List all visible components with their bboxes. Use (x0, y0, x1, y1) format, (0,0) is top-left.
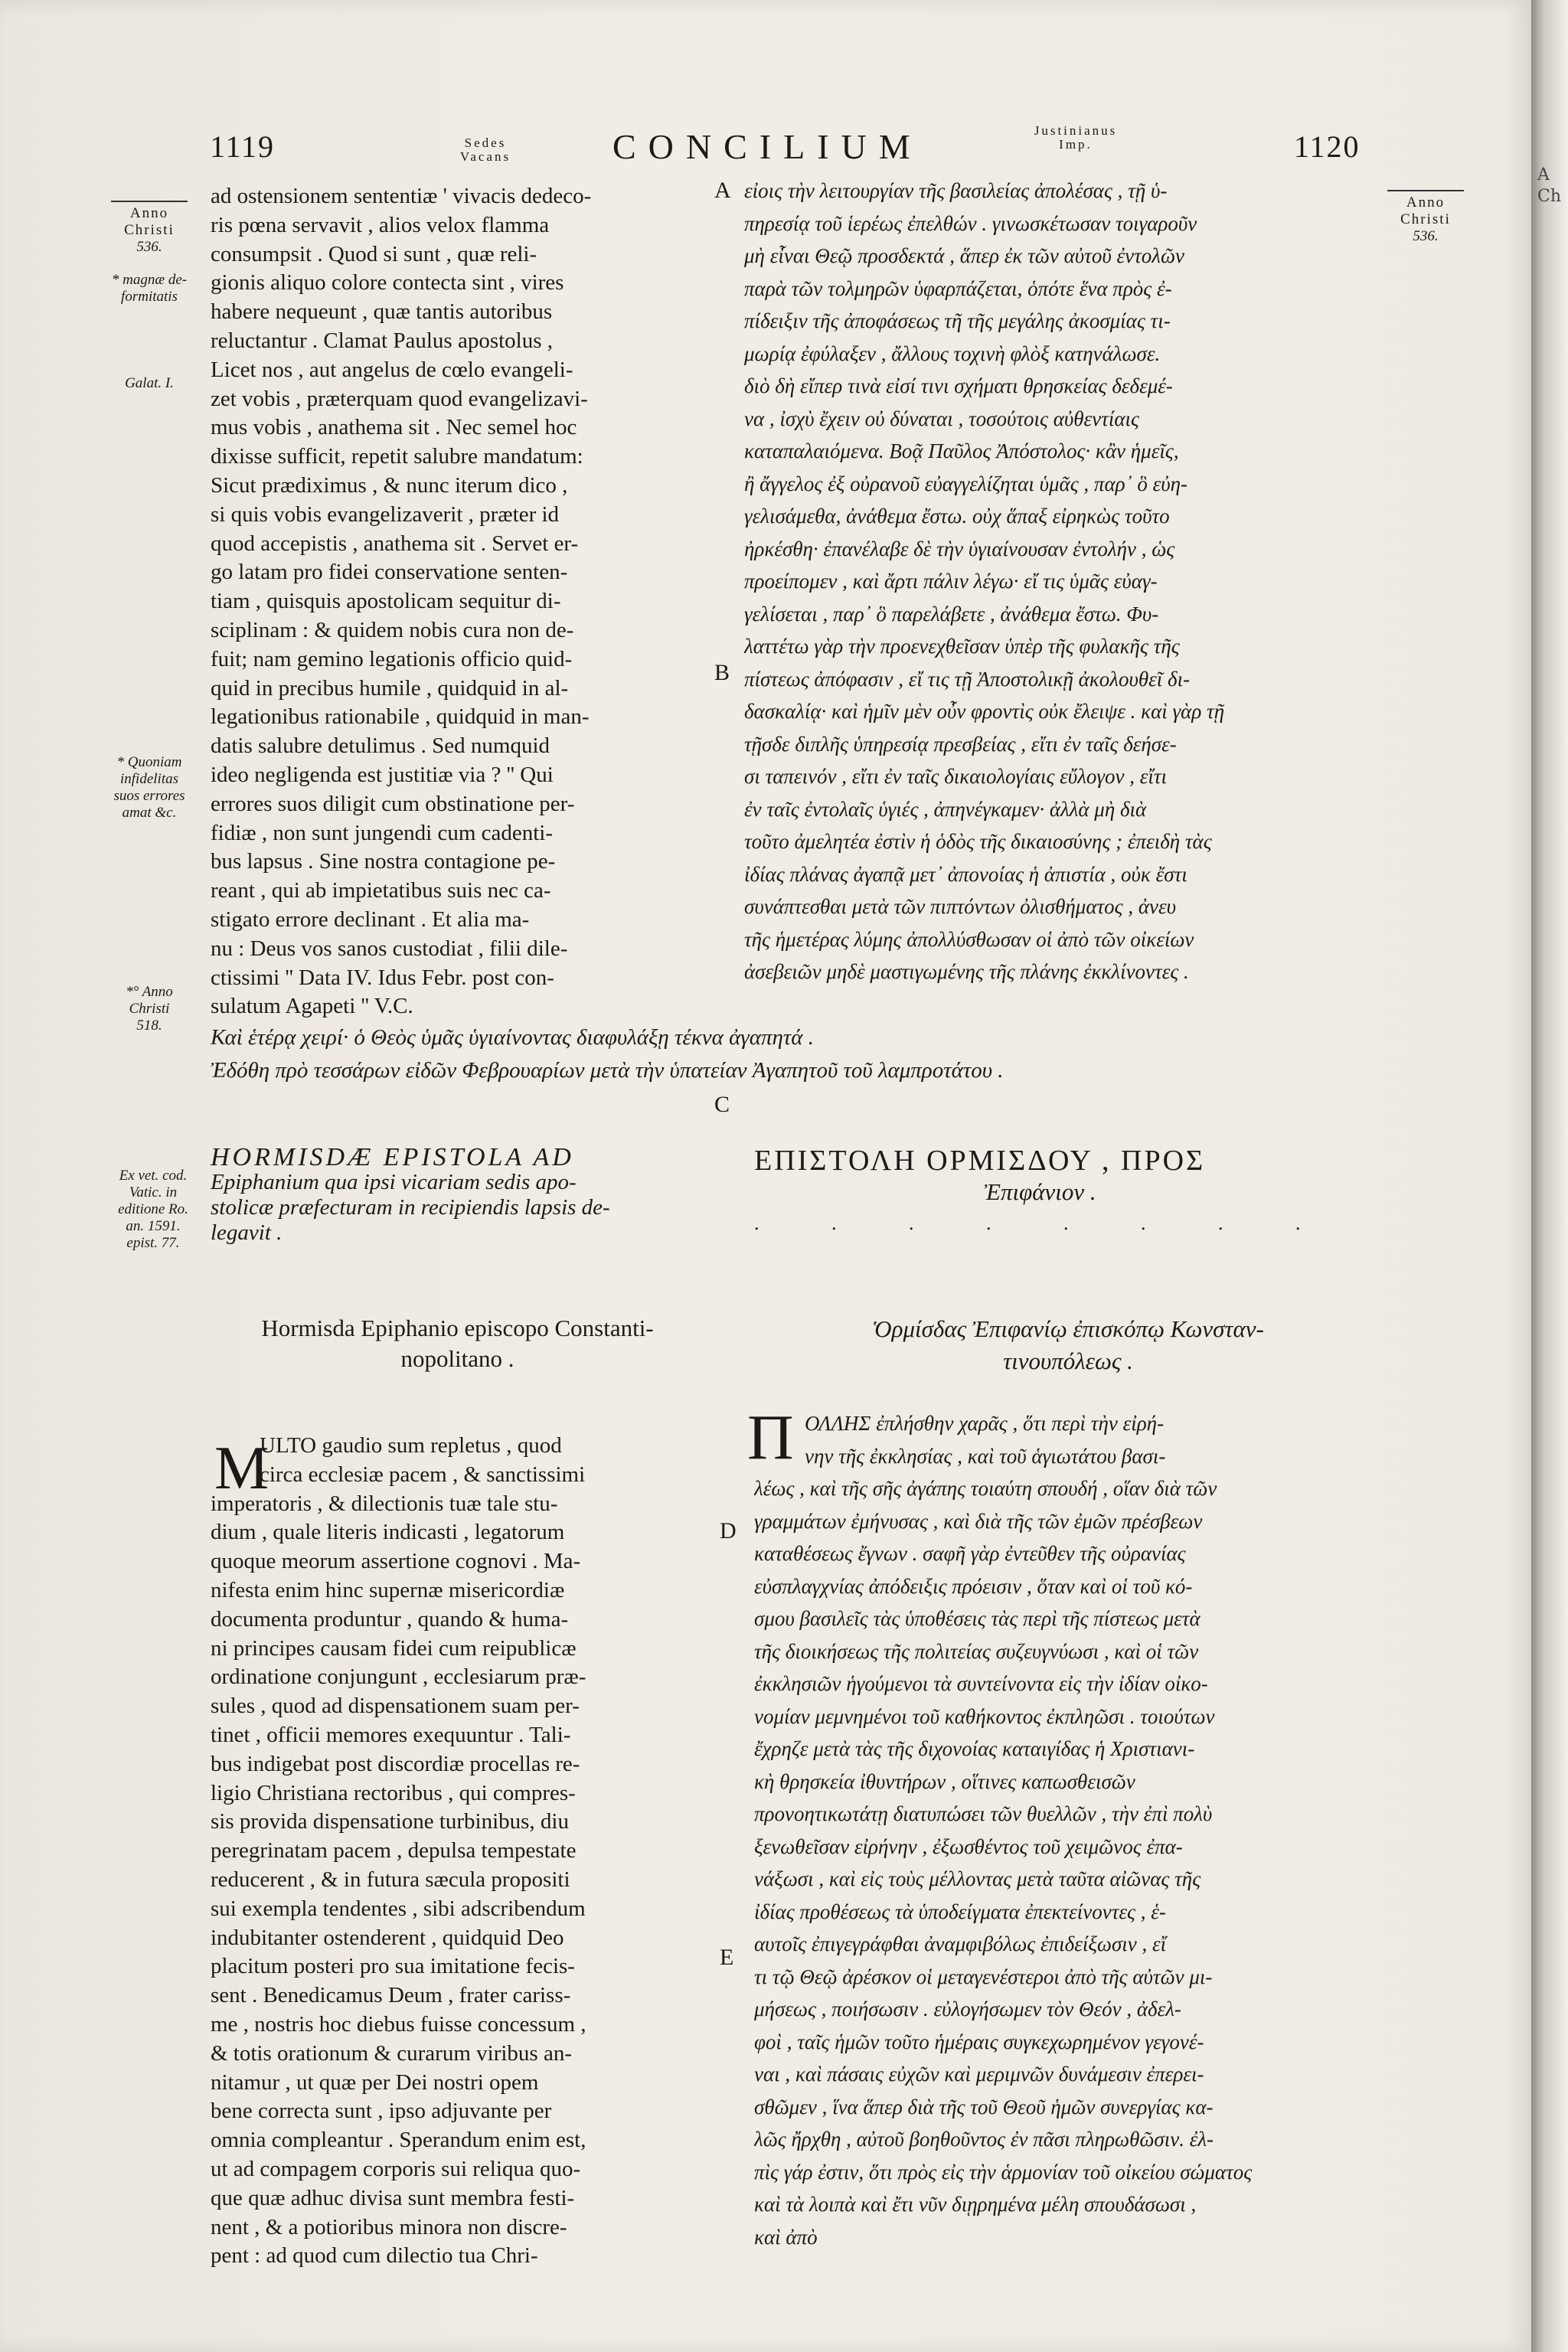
greek-text-line: προείπομεν , καὶ ἄρτι πάλιν λέγω· εἴ τις ὑμᾶς εὐαγ- (744, 570, 1158, 593)
greek-body-line: σθῶμεν , ἵνα ἅπερ διὰ τῆς τοῦ Θεοῦ ἡμῶν συνεργίας κα- (754, 2095, 1214, 2118)
margin-note-line: editione Ro. (118, 1201, 188, 1217)
greek-body-line: ΟΛΛΗΣ ἐπλήσθην χαρᾶς , ὅτι περὶ τὴν εἰρή- (805, 1412, 1165, 1435)
latin-body-line: quoque meorum assertione cognovi . Ma- (211, 1549, 581, 1574)
latin-body-line: sui exempla tendentes , sibi adscribendum (211, 1896, 586, 1921)
epistle-title-latin: HORMISDÆ EPISTOLA AD (211, 1143, 574, 1171)
latin-text-line: mus vobis , anathema sit . Nec semel hoc (211, 415, 577, 440)
latin-text-line: go latam pro fidei conservatione senten- (211, 560, 568, 585)
greek-text-line: μὴ εἶναι Θεῷ προσδεκτά , ἅπερ ἐκ τῶν αὐτοῦ ἐντολῶν (744, 244, 1184, 267)
greek-body-line: καὶ τὰ λοιπὰ καὶ ἔτι νῦν διῃρημένα μέλη σπουδάσωσι , (754, 2193, 1197, 2216)
latin-body-line: que quæ adhuc divisa sunt membra festi- (211, 2185, 575, 2210)
greek-body-line: καταθέσεως ἔγνων . σαφῆ γὰρ ἐντεῦθεν τῆς οὐρανίας (754, 1542, 1186, 1565)
margin-note-line: infidelitas (120, 771, 178, 787)
margin-note-line: * Quoniam (116, 754, 182, 770)
address-line: Ὁρμίσδας Ἐπιφανίῳ ἐπισκόπῳ Κωνσταν- (872, 1315, 1264, 1342)
greek-text-line: ἢ ἄγγελος ἐξ οὐρανοῦ εὐαγγελίζηται ὑμᾶς , παρ᾽ ὃ εὐη- (744, 472, 1187, 495)
greek-body-line: λῶς ἤρχθη , αὐτοῦ βοηθοῦντος ἐν πᾶσι πληρωθῶσιν. ἐλ- (754, 2128, 1214, 2151)
latin-body-line: nifesta enim hinc supernæ misericordiæ (211, 1577, 565, 1602)
page-number-right: 1120 (1294, 129, 1361, 164)
greek-text-line: τῇσδε διπλῆς ὑπηρεσίᾳ πρεσβείας , εἴτι ἐν ταῖς δεήσε- (744, 732, 1177, 756)
greek-text-line: να , ἰσχὺ ἔχειν οὐ δύναται , τοσούτοις αὐθεντίαις (744, 407, 1139, 430)
greek-body-line: αυτοῖς ἐπιγεγράφθαι ἀναμφιβόλως ἐπιδείξωσιν , εἴ (754, 1932, 1167, 1955)
latin-text-line: fidiæ , non sunt jungendi cum cadenti- (211, 820, 554, 845)
latin-text-line: errores suos diligit cum obstinatione per- (211, 791, 575, 816)
latin-body-line: documenta produntur , quando & huma- (211, 1606, 569, 1632)
latin-body-line: bene correcta sunt , ipso adjuvante per (211, 2099, 552, 2124)
latin-body-line: bus indigebat post discordiæ procellas re- (211, 1751, 580, 1776)
greek-text-line: δασκαλίᾳ· καὶ ἡμῖν μὲν οὖν φροντὶς οὐκ ἔλειψε . καὶ γὰρ τῇ (744, 700, 1225, 723)
greek-text-line: μωρίᾳ ἐφύλαξεν , ἄλλους τοχινὴ φλὸξ κατηνάλωσε. (744, 341, 1161, 365)
section-letter-d: D (720, 1518, 737, 1544)
latin-text-line: datis salubre detulimus . Sed numquid (211, 733, 550, 759)
greek-text-line: ἐν ταῖς ἐντολαῖς ὑγιές , ἀπηνέγκαμεν· ἀλλὰ μὴ διὰ (744, 797, 1147, 821)
latin-text-line: dixisse sufficit, repetit salubre mandatum: (211, 444, 583, 469)
greek-column-top (744, 175, 1380, 988)
greek-body-line: ἰδίας προθέσεως τὰ ὑποδείγματα ἐπεκτείνοντες , ἑ- (754, 1900, 1166, 1923)
greek-body-line: ξενωθεῖσαν εἰρήνην , ἐξωσθέντος τοῦ χειμῶνος ἐπα- (754, 1834, 1183, 1858)
margin-note-line: formitatis (121, 289, 178, 305)
latin-text-line: consumpsit . Quod si sunt , quæ reli- (211, 241, 537, 266)
greek-body-line: νομίαν μεμνημένοι τοῦ καθήκοντος ἐκπληῶσι . τοιούτων (754, 1704, 1215, 1728)
header-justinianus (1011, 124, 1141, 152)
greek-body-line: γραμμάτων ἐμήνυσας , καὶ διὰ τῆς τῶν ἐμῶν πρέσβεων (754, 1509, 1203, 1533)
greek-body-line: ἔχρηζε μετὰ τὰς τῆς διχονοίας καταιγίδας ἡ Χριστιανι- (754, 1737, 1195, 1760)
greek-body-line: νην τῆς ἐκκλησίας , καὶ τοῦ ἁγιωτάτου βασι- (805, 1444, 1166, 1468)
latin-body-line: ULTO gaudio sum repletus , quod (260, 1433, 562, 1458)
gutter-fragment (1537, 165, 1561, 207)
latin-text-line: habere nequeunt , quæ tantis autoribus (211, 299, 553, 325)
greek-body-line: μήσεως , ποιήσωσιν . εὐλογήσωμεν τὸν Θεόν , ἀδελ- (754, 1998, 1181, 2020)
latin-body-line: & totis orationum & curarum viribus an- (211, 2040, 572, 2066)
greek-text-line: πίδειξιν τῆς ἀποφάσεως τῆ τῆς μεγάλης ἀκοσμίας τι- (744, 309, 1171, 332)
anno-year: 536. (136, 239, 162, 255)
header-sedes: Sedes (464, 136, 507, 150)
epistle-subtitle-line: Epiphanium qua ipsi vicariam sedis apo- (211, 1170, 577, 1194)
header-vacans: Vacans (459, 149, 511, 164)
latin-body-line: peregrinatam pacem , depulsa tempestate (211, 1838, 577, 1864)
latin-text-line: ris pœna servavit , alios velox flamma (211, 212, 550, 237)
greek-column-body (754, 1407, 1382, 2253)
margin-note-line: amat &c. (122, 805, 177, 821)
margin-note-galat: Galat. I. (125, 375, 174, 391)
latin-text-line: fuit; nam gemino legationis officio quid- (211, 646, 573, 671)
margin-note-line: epist. 77. (126, 1235, 180, 1251)
margin-note-line: Ex vet. cod. (119, 1168, 188, 1184)
page-number-left: 1119 (210, 129, 276, 164)
latin-text-line: ctissimi '' Data IV. Idus Febr. post con- (211, 965, 554, 990)
book-gutter (1531, 0, 1568, 2352)
greek-subscription-line: Καὶ ἑτέρᾳ χειρί· ὁ Θεὸς ὑμᾶς ὑγιαίνοντας διαφυλάξῃ τέκνα ἀγαπητά . (211, 1025, 814, 1050)
address-line: τινουπόλεως . (1003, 1348, 1133, 1374)
latin-text-line: sulatum Agapeti '' V.C. (211, 994, 413, 1019)
greek-body-line: λέως , καὶ τῆς σῆς ἀγάπης τοιαύτη σπουδή , οἵαν διὰ τῶν (754, 1477, 1217, 1500)
latin-body-line: sent . Benedicamus Deum , frater cariss- (211, 1983, 571, 2008)
margin-note-anno-518 (107, 984, 191, 1034)
margin-note-line: *° Anno (126, 984, 173, 1000)
latin-text-line: sciplinam : & quidem nobis cura non de- (211, 617, 574, 642)
latin-text-line: quod accepistis , anathema sit . Servet er- (211, 531, 579, 556)
latin-body-line: dium , quale literis indicasti , legatorum (211, 1520, 565, 1545)
greek-text-line: ἀσεβειῶν μηδὲ μαστιγωμένης τῆς πλάνης ἐκκλίνοντες . (744, 960, 1189, 983)
gutter-line: Ch (1537, 187, 1562, 206)
latin-body-line: placitum posteri pro sua imitatione fecis- (211, 1954, 575, 1979)
epistle-heading-greek (754, 1145, 1382, 1235)
margin-note-quoniam (107, 754, 191, 822)
greek-text-line: συνάπτεσθαι μετὰ τῶν πιπτόντων ὀλισθήματος , ἀνευ (744, 895, 1177, 918)
greek-text-line: εἰοις τὴν λειτουργίαν τῆς βασιλείας ἀπολέσας , τῇ ὑ- (744, 179, 1168, 202)
greek-text-line: λαττέτω γὰρ τὴν προενεχθεῖσαν ὑπὲρ τῆς φυλακῆς τῆς (744, 635, 1180, 658)
latin-text-line: reluctantur . Clamat Paulus apostolus , (211, 328, 554, 353)
latin-text-line: reant , qui ab impietatibus suis nec ca- (211, 878, 551, 903)
latin-body-line: sules , quod ad dispensationem suam per- (211, 1694, 580, 1719)
latin-column-body (211, 1432, 704, 2271)
margin-note-line: Christi (129, 1001, 170, 1017)
drop-cap-greek: Π (747, 1402, 794, 1473)
address-greek (754, 1313, 1382, 1377)
anno-rule (1387, 190, 1464, 191)
latin-body-line: sis provida dispensatione turbinibus, diu (211, 1809, 569, 1834)
address-line: nopolitano . (400, 1345, 514, 1372)
margin-note-line: 518. (136, 1018, 162, 1034)
latin-body-line: tinet , officii memores exequuntur . Tali- (211, 1722, 571, 1747)
ellipsis-dots: . . . . . . . . (754, 1212, 1334, 1234)
latin-text-line: stigato errore declinant . Et alia ma- (211, 906, 530, 932)
latin-body-line: ordinatione conjungunt , ecclesiarum præ- (211, 1664, 586, 1690)
greek-text-line: σι ταπεινόν , εἴτι ἐν ταῖς δικαιολογίαις εὔλογον , εἴτι (744, 765, 1168, 788)
latin-text-line: zet vobis , præterquam quod evangelizavi- (211, 386, 588, 411)
greek-text-line: γελισάμεθα, ἀνάθεμα ἔστω. οὐχ ἅπαξ εἰρηκὼς τοῦτο (744, 505, 1170, 528)
epistle-subtitle-line: legavit . (211, 1220, 283, 1245)
latin-body-line: me , nostris hoc diebus fuisse concessum , (211, 2011, 586, 2037)
epistle-subtitle-line: stolicæ præfecturam in recipiendis lapsis de- (211, 1195, 610, 1220)
anno-rule (111, 201, 188, 202)
latin-text-line: quid in precibus humile , quidquid in al- (211, 675, 569, 701)
greek-text-line: διὸ δὴ εἴπερ τινὰ εἰσί τινι σχήματι θρησκείας δεδεμέ- (744, 374, 1173, 397)
latin-body-line: imperatoris , & dilectionis tuæ tale stu- (211, 1491, 558, 1516)
section-letter-e: E (720, 1945, 734, 1970)
address-latin (211, 1313, 704, 1374)
margin-note-ex-vet (107, 1168, 199, 1252)
greek-body-line: σμου βασιλεῖς τὰς ὑποθέσεις τὰς περὶ τῆς πίστεως μετὰ (754, 1607, 1200, 1630)
greek-text-line: γελίσεται , παρ᾽ ὃ παρελάβετε , ἀνάθεμα ἔστω. Φυ- (744, 602, 1159, 626)
latin-body-line: ni principes causam fidei cum reipublicæ (211, 1635, 577, 1661)
latin-text-line: nu : Deus vos sanos custodiat , filii dile- (211, 936, 568, 961)
latin-body-line: circa ecclesiæ pacem , & sanctissimi (260, 1462, 586, 1487)
latin-text-line: si quis vobis evangelizaverit , præter id (211, 501, 560, 527)
latin-column-top (211, 182, 704, 1021)
greek-body-line: καὶ ἀπὸ (754, 2225, 818, 2249)
latin-body-line: nent , & a potioribus minora non discre- (211, 2214, 567, 2239)
margin-note-line: * magnæ de- (111, 272, 188, 288)
latin-text-line: legationibus rationabile , quidquid in man- (211, 704, 590, 730)
latin-text-line: bus lapsus . Sine nostra contagione pe- (211, 849, 556, 874)
margin-note-magnae (107, 272, 191, 305)
greek-body-line: ναι , καὶ πάσαις εὐχῶν καὶ μεριμνῶν δυνάμεσιν ἐπερει- (754, 2063, 1204, 2086)
latin-text-line: tiam , quisquis apostolicam sequitur di- (211, 589, 561, 614)
greek-body-line: εὐσπλαγχνίας ἀπόδειξις πρόεισιν , ὅταν καὶ οἱ τοῦ κό- (754, 1574, 1193, 1598)
anno-label: Anno (1406, 194, 1446, 211)
latin-text-line: Licet nos , aut angelus de cœlo evangeli- (211, 357, 573, 382)
greek-body-line: κὴ θρησκεία ἰθυντήρων , οἵτινες καπωσθεισῶν (754, 1769, 1135, 1793)
section-letter-a: A (714, 178, 731, 203)
latin-text-line: Sicut prædiximus , & nunc iterum dico , (211, 472, 568, 498)
greek-body-line: πὶς γάρ ἐστιν, ὅτι πρὸς εἰς τὴν ἁρμονίαν τοῦ οἰκείου σώματος (754, 2160, 1253, 2184)
margin-note-line: suos errores (113, 788, 185, 804)
latin-body-line: reducerent , & in futura sæcula propositi (211, 1867, 570, 1892)
greek-text-line: πηρεσίᾳ τοῦ ἱερέως ἐπελθών . γινωσκέτωσαν τοιγαροῦν (744, 211, 1197, 235)
epistle-subtitle-greek: Ἐπιφάνιον . (984, 1178, 1096, 1205)
anno-christi-right (1387, 190, 1464, 245)
address-line: Hormisda Epiphanio episcopo Constanti- (261, 1315, 654, 1341)
greek-body-line: νάξωσι , καὶ εἰς τοὺς μέλλοντας μετὰ ταῦτα αἰῶνας τῆς (754, 1867, 1201, 1890)
header-justinianus-name: Justinianus (1034, 123, 1118, 138)
greek-text-line: ἠρκέσθη· ἐπανέλαβε δὲ τὴν ὑγιαίνουσαν ἐντολήν , ὡς (744, 537, 1175, 560)
section-letter-b: B (714, 660, 730, 685)
christi-label: Christi (124, 222, 175, 238)
greek-subscription (211, 1021, 1390, 1087)
margin-note-line: an. 1591. (126, 1218, 181, 1234)
greek-body-line: προνοητικωτάτῃ διατυπώσει τῶν θυελλῶν , τὴν ἐπὶ πολὺ (754, 1802, 1213, 1825)
greek-text-line: τοῦτο ἀμελητέα ἐστὶν ἡ ὁδὸς τῆς δικαιοσύνης ; ἐπειδὴ τὰς (744, 830, 1212, 853)
christi-label: Christi (1400, 211, 1451, 227)
latin-body-line: nitamur , ut quæ per Dei nostri opem (211, 2069, 539, 2095)
running-title: CONCILIUM (612, 127, 923, 166)
greek-body-line: τῆς διοικήσεως τῆς πολιτείας συζευγνύωσι , καὶ οἱ τῶν (754, 1639, 1199, 1663)
greek-body-line: τι τῷ Θεῷ ἀρέσκον οἱ μεταγενέστεροι ἀπὸ τῆς αὐτῶν μι- (754, 1965, 1213, 1988)
latin-text-line: gionis aliquo colore contecta sint , vires (211, 270, 564, 296)
greek-body-line: ἐκκλησιῶν ἡγούμενοι τὰ συντείνοντα εἰς τὴν ἰδίαν οἰκο- (754, 1672, 1208, 1695)
greek-text-line: καταπαλαιόμενα. Βοᾷ Παῦλος Ἀπόστολος· κἂν ἡμεῖς, (744, 439, 1179, 462)
epistle-title-greek: ΕΠΙΣΤΟΛΗ ΟΡΜΙΣΔΟΥ , ΠΡΟΣ (754, 1145, 1206, 1177)
anno-label: Anno (129, 205, 169, 221)
greek-body-line: φοὶ , ταῖς ἡμῶν τοῦτο ἡμέραις συγκεχωρημένον γεγονέ- (754, 2030, 1204, 2053)
greek-text-line: πίστεως ἀπόφασιν , εἴ τις τῇ Ἀποστολικῇ ἀκολουθεῖ δι- (744, 667, 1191, 691)
latin-body-line: omnia compleantur . Sperandum enim est, (211, 2128, 586, 2153)
latin-body-line: pent : ad quod cum dilectio tua Chri- (211, 2243, 538, 2269)
section-letter-c: C (714, 1092, 730, 1117)
greek-text-line: παρὰ τῶν τολμηρῶν ὑφαρπάζεται, ὁπότε ἕνα πρὸς ἐ- (744, 276, 1172, 300)
epistle-heading-latin (211, 1145, 704, 1246)
gutter-line: A (1537, 165, 1550, 185)
latin-text-line: ideo negligenda est justitiæ via ? '' Qui (211, 762, 554, 787)
latin-body-line: indubitanter ostenderent , quidquid Deo (211, 1925, 564, 1950)
greek-text-line: τῆς ἡμετέρας λύμης ἀπολλύσθωσαν οἱ ἀπὸ τῶν οἰκείων (744, 927, 1194, 951)
greek-text-line: ἰδίας πλάνας ἀγαπᾷ μετ᾽ ἀπονοίας ἡ ἀπιστία , οὐκ ἔστι (744, 862, 1187, 886)
anno-year: 536. (1413, 228, 1439, 244)
greek-subscription-line: Ἐδόθη πρὸ τεσσάρων εἰδῶν Φεβρουαρίων μετὰ τὴν ὑπατείαν Ἀγαπητοῦ τοῦ λαμπροτάτου . (211, 1058, 1004, 1083)
header-imp: Imp. (1059, 137, 1093, 152)
latin-text-line: ad ostensionem sententiæ ' vivacis dedeco- (211, 184, 592, 208)
latin-body-line: ligio Christiana rectoribus , qui compres- (211, 1780, 576, 1805)
margin-note-line: Vatic. in (129, 1184, 178, 1200)
drop-cap-latin: M (214, 1435, 270, 1502)
latin-body-line: ut ad compagem corporis sui reliqua quo- (211, 2156, 581, 2181)
header-sedes-vacans (447, 136, 524, 164)
anno-christi-left (107, 201, 191, 256)
